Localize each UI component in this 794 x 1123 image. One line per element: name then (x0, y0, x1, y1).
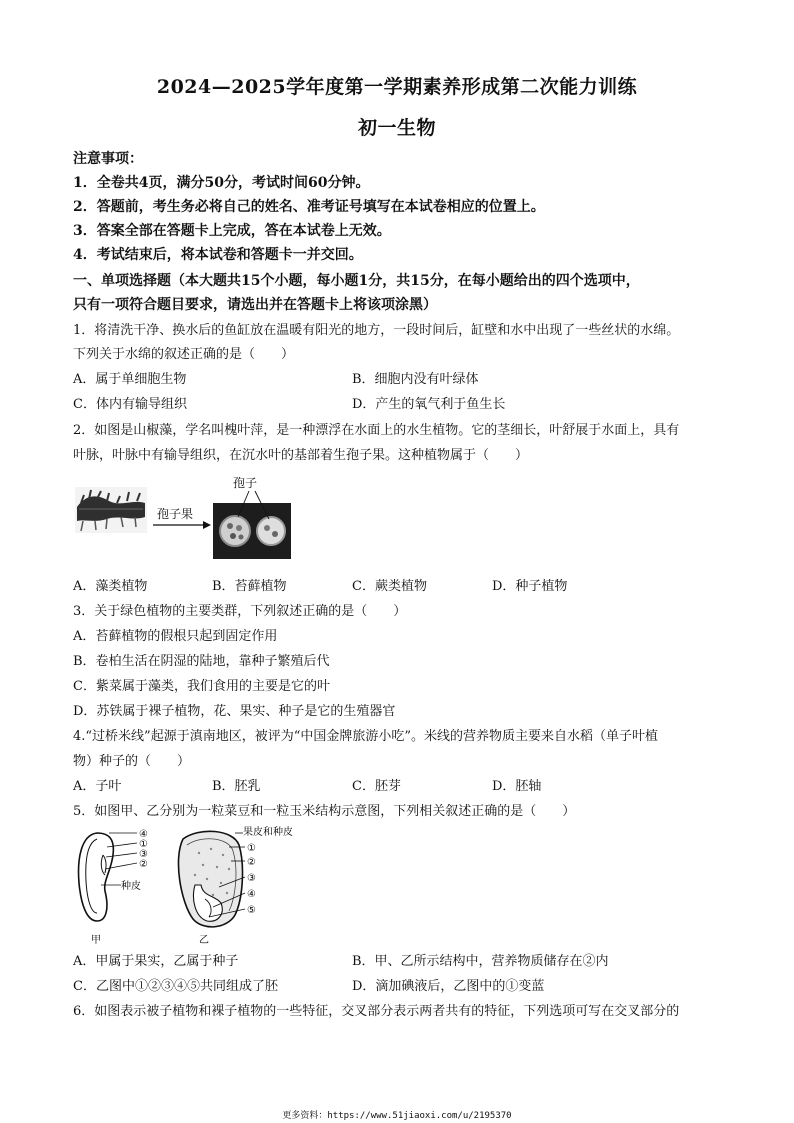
question-6-stem: 6．如图表示被子植物和裸子植物的一些特征，交叉部分表示两者共有的特征，下列选项可写在交叉部分的 (73, 1004, 680, 1019)
question-1-stem-cont: 下列关于水绵的叙述正确的是（ ） (73, 347, 295, 362)
bean-seed-diagram (79, 833, 137, 921)
question-5-option-a: A．甲属于果实，乙属于种子 (73, 954, 239, 969)
pericarp-label: 果皮和种皮 (243, 827, 293, 838)
notice-item: 2．答题前，考生务必将自己的姓名、准考证号填写在本试卷相应的位置上。 (73, 199, 545, 215)
question-2-stem: 2．如图是山椒藻，学名叫槐叶萍，是一种漂浮在水面上的水生植物。它的茎细长，叶舒展于水面上，具有 (73, 423, 680, 438)
question-5-option-b: B．甲、乙所示结构中，营养物质储存在②内 (352, 954, 609, 969)
question-2-option-b: B．苔藓植物 (212, 579, 287, 594)
question-1-option-d: D．产生的氧气利于鱼生长 (352, 397, 506, 412)
bean-label: ④ (139, 829, 148, 840)
question-5-option-d: D．滴加碘液后，乙图中的①变蓝 (352, 979, 545, 994)
corn-label: ① (247, 843, 256, 854)
question-3-option-d: D．苏铁属于裸子植物，花、果实、种子是它的生殖器官 (73, 704, 396, 719)
sporocarp-label: 孢子果 (157, 507, 194, 521)
question-4-stem-cont: 物）种子的（ ） (73, 754, 191, 769)
seed-structure-figure (73, 825, 313, 947)
notice-item: 3．答案全部在答题卡上完成，答在本试卷上无效。 (73, 223, 391, 239)
question-5-stem: 5．如图甲、乙分别为一粒菜豆和一粒玉米结构示意图，下列相关叙述正确的是（ ） (73, 804, 576, 819)
question-4-option-a: A．子叶 (73, 779, 122, 794)
footer-link[interactable]: 更多资料：https://www.51jiaoxi.com/u/2195370 (282, 1111, 512, 1121)
salvinia-figure (73, 473, 293, 565)
question-3-option-b: B．卷柏生活在阴湿的陆地，靠种子繁殖后代 (73, 654, 330, 669)
question-5-option-c: C．乙图中①②③④⑤共同组成了胚 (73, 979, 278, 994)
question-2-option-c: C．蕨类植物 (352, 579, 427, 594)
exam-title: 2024—2025学年度第一学期素养形成第二次能力训练 (156, 76, 638, 98)
corn-kernel-diagram (178, 831, 245, 927)
spore-image (213, 503, 291, 559)
question-3-option-a: A．苔藓植物的假根只起到固定作用 (73, 629, 278, 644)
notice-item: 1．全卷共4页，满分50分，考试时间60分钟。 (73, 175, 370, 191)
question-4-option-c: C．胚芽 (352, 779, 401, 794)
question-2-option-d: D．种子植物 (492, 579, 568, 594)
figure-caption-jia: 甲 (91, 935, 101, 946)
question-1-option-c: C．体内有输导组织 (73, 397, 187, 412)
corn-label: ⑤ (247, 905, 256, 916)
question-3-option-c: C．紫菜属于藻类，我们食用的主要是它的叶 (73, 679, 330, 694)
bean-label: ① (139, 839, 148, 850)
question-2-stem-cont: 叶脉，叶脉中有输导组织，在沉水叶的基部着生孢子果。这种植物属于（ ） (73, 448, 529, 463)
exam-subject: 初一生物 (357, 117, 436, 139)
section-heading: 一、单项选择题（本大题共15个小题，每小题1分，共15分，在每小题给出的四个选项中， (73, 273, 640, 289)
bean-label: ③ (139, 849, 148, 860)
question-1-stem: 1．将清洗干净、换水后的鱼缸放在温暖有阳光的地方，一段时间后，缸壁和水中出现了一些丝状的水绵。 (73, 323, 680, 338)
question-3-stem: 3．关于绿色植物的主要类群，下列叙述正确的是（ ） (73, 604, 407, 619)
arrow-head-icon (203, 521, 211, 529)
notice-item: 4．考试结束后，将本试卷和答题卡一并交回。 (73, 247, 363, 263)
seed-coat-label: 种皮 (121, 881, 141, 892)
corn-label: ③ (247, 873, 256, 884)
question-1-option-a: A．属于单细胞生物 (73, 372, 187, 387)
corn-label: ② (247, 857, 256, 868)
notice-heading: 注意事项： (73, 151, 143, 167)
question-4-option-b: B．胚乳 (212, 779, 261, 794)
bean-label: ② (139, 859, 148, 870)
spore-label: 孢子 (233, 476, 258, 490)
question-4-option-d: D．胚轴 (492, 779, 542, 794)
figure-caption-yi: 乙 (199, 935, 209, 946)
question-1-option-b: B．细胞内没有叶绿体 (352, 372, 479, 387)
corn-label: ④ (247, 889, 256, 900)
plant-image (75, 487, 147, 533)
question-2-option-a: A．藻类植物 (73, 579, 148, 594)
section-heading-cont: 只有一项符合题目要求，请选出并在答题卡上将该项涂黑） (73, 297, 437, 313)
question-4-stem: 4.“过桥米线”起源于滇南地区，被评为“中国金牌旅游小吃”。米线的营养物质主要来自水稻（单子叶植 (73, 729, 658, 744)
